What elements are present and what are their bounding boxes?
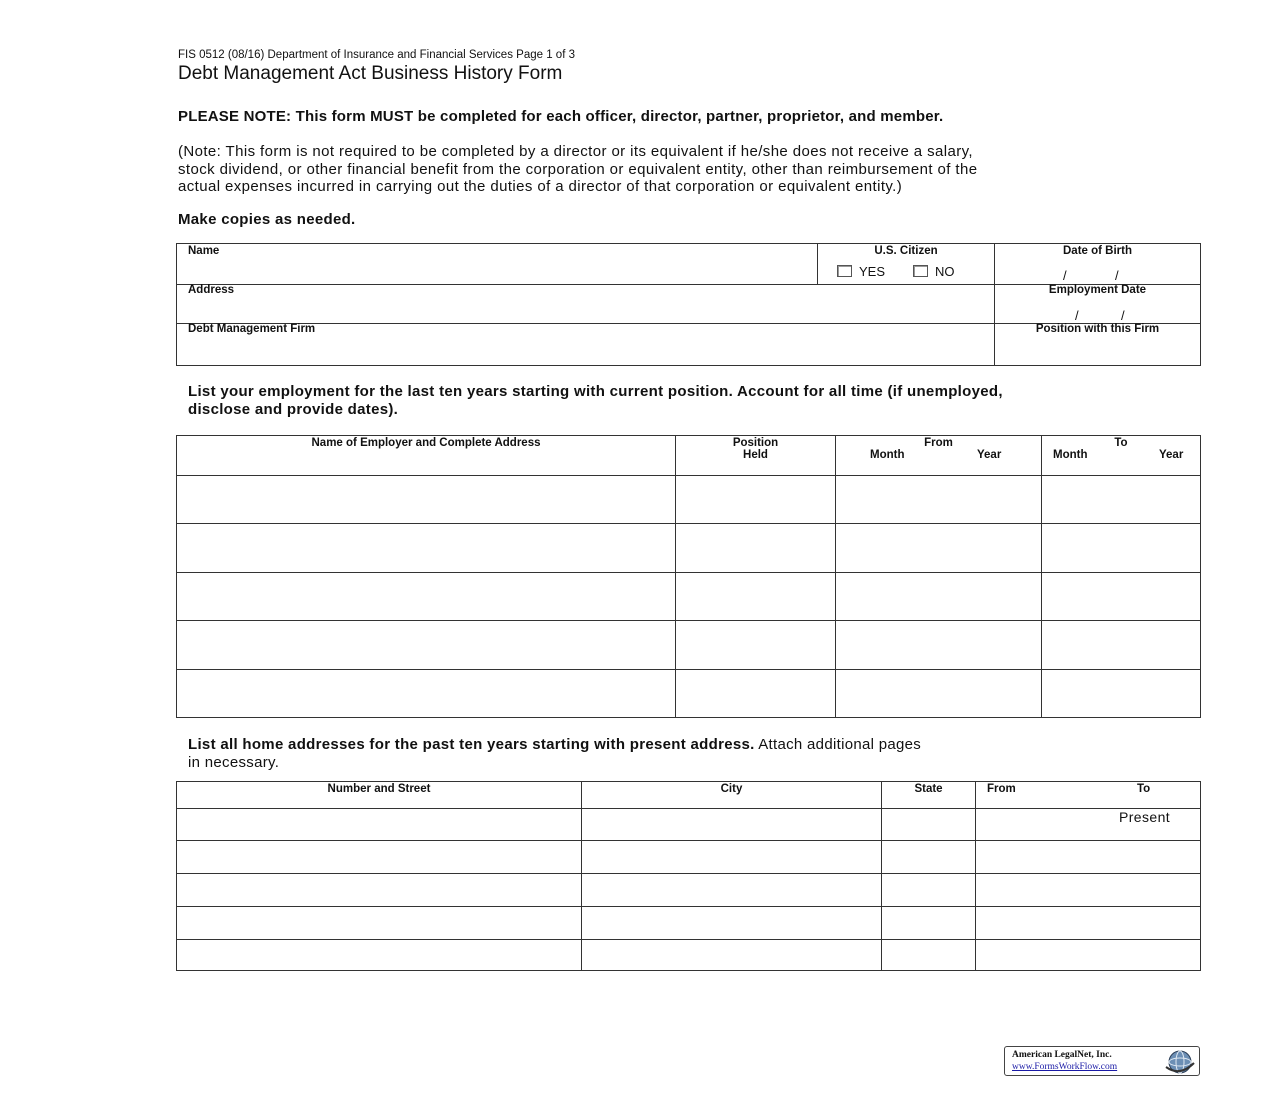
employment-date-label: Employment Date (1048, 284, 1147, 296)
to-year-label: Year (1159, 449, 1184, 461)
from-year-label: Year (977, 449, 1002, 461)
table-row[interactable] (177, 841, 1200, 873)
globe-icon (1163, 1049, 1197, 1075)
dob-field[interactable] (997, 258, 1197, 282)
date-separator: / (1121, 308, 1125, 323)
table-row[interactable] (177, 476, 1200, 523)
col-position-line: Position (732, 437, 779, 449)
to-month-label: Month (1053, 449, 1088, 461)
director-note-line: (Note: This form is not required to be completed by a director or its equivalent if he/she does not receive a salary, (178, 143, 973, 160)
personal-info-table (176, 243, 1201, 366)
badge-url[interactable]: www.FormsWorkFlow.com (1012, 1062, 1118, 1072)
addresses-heading-line: in necessary. (188, 754, 280, 771)
table-row[interactable] (177, 907, 1200, 939)
citizen-yes-label: YES (859, 264, 886, 279)
employment-table (176, 435, 1201, 718)
name-label: Name (188, 245, 220, 257)
citizen-no-checkbox[interactable] (913, 265, 928, 277)
address-field[interactable] (187, 298, 987, 322)
col-to-header: To (1114, 437, 1128, 449)
col-street-header: Number and Street (327, 783, 431, 795)
addresses-heading (188, 736, 1188, 772)
name-field[interactable] (187, 258, 807, 282)
firm-label: Debt Management Firm (188, 323, 316, 335)
employment-heading-line: List your employment for the last ten years starting with current position. Account for all time (if unemployed, (188, 383, 1003, 400)
firm-field[interactable] (187, 338, 987, 362)
director-note (178, 143, 1138, 196)
position-field[interactable] (997, 338, 1197, 362)
director-note-line: actual expenses incurred in carrying out the duties of a director of that corporation or equivalent entity.) (178, 178, 903, 195)
from-month-label: Month (870, 449, 905, 461)
addresses-heading-rest: Attach additional pages (754, 736, 922, 753)
please-note: PLEASE NOTE: This form MUST be completed for each officer, director, partner, proprietor, and member. (178, 108, 944, 125)
date-separator: / (1075, 308, 1079, 323)
col-position-line: Held (743, 449, 768, 461)
citizen-no-label: NO (935, 264, 955, 279)
us-citizen-label: U.S. Citizen (874, 245, 938, 257)
employment-date-field[interactable] (997, 298, 1197, 322)
date-separator: / (1063, 268, 1067, 283)
table-row[interactable] (177, 524, 1200, 572)
addresses-heading-bold: List all home addresses for the past ten years starting with present address. (188, 736, 755, 753)
col-state-header: State (914, 783, 943, 795)
table-row[interactable] (177, 874, 1200, 906)
address-label: Address (188, 284, 235, 296)
table-row[interactable] (177, 670, 1200, 717)
col-from-header: From (924, 437, 953, 449)
date-separator: / (1115, 268, 1119, 283)
position-label: Position with this Firm (1035, 323, 1160, 335)
col-from-header: From (987, 783, 1016, 795)
director-note-line: stock dividend, or other financial benefit from the corporation or equivalent entity, other than reimbursement of the (178, 160, 978, 178)
col-position-header (676, 437, 835, 461)
addresses-heading-line (188, 736, 1188, 754)
table-row[interactable] (177, 809, 1200, 840)
table-row[interactable] (177, 573, 1200, 620)
badge-company-name: American LegalNet, Inc. (1012, 1050, 1112, 1060)
col-employer-header: Name of Employer and Complete Address (311, 437, 541, 449)
make-copies-note: Make copies as needed. (178, 211, 356, 228)
employment-heading-line: disclose and provide dates). (188, 401, 399, 418)
table-row[interactable] (177, 940, 1200, 970)
addresses-table (176, 781, 1201, 971)
page-title: Debt Management Act Business History Form (178, 63, 563, 84)
col-to-header: To (1137, 783, 1151, 795)
legalnet-badge[interactable] (1004, 1046, 1200, 1076)
dob-label: Date of Birth (1063, 245, 1132, 257)
citizen-yes-checkbox[interactable] (837, 265, 852, 277)
present-value: Present (1119, 809, 1171, 825)
form-number-line: FIS 0512 (08/16) Department of Insurance and Financial Services Page 1 of 3 (178, 49, 575, 61)
table-row[interactable] (177, 621, 1200, 669)
col-city-header: City (720, 783, 743, 795)
employment-heading (188, 383, 1188, 419)
